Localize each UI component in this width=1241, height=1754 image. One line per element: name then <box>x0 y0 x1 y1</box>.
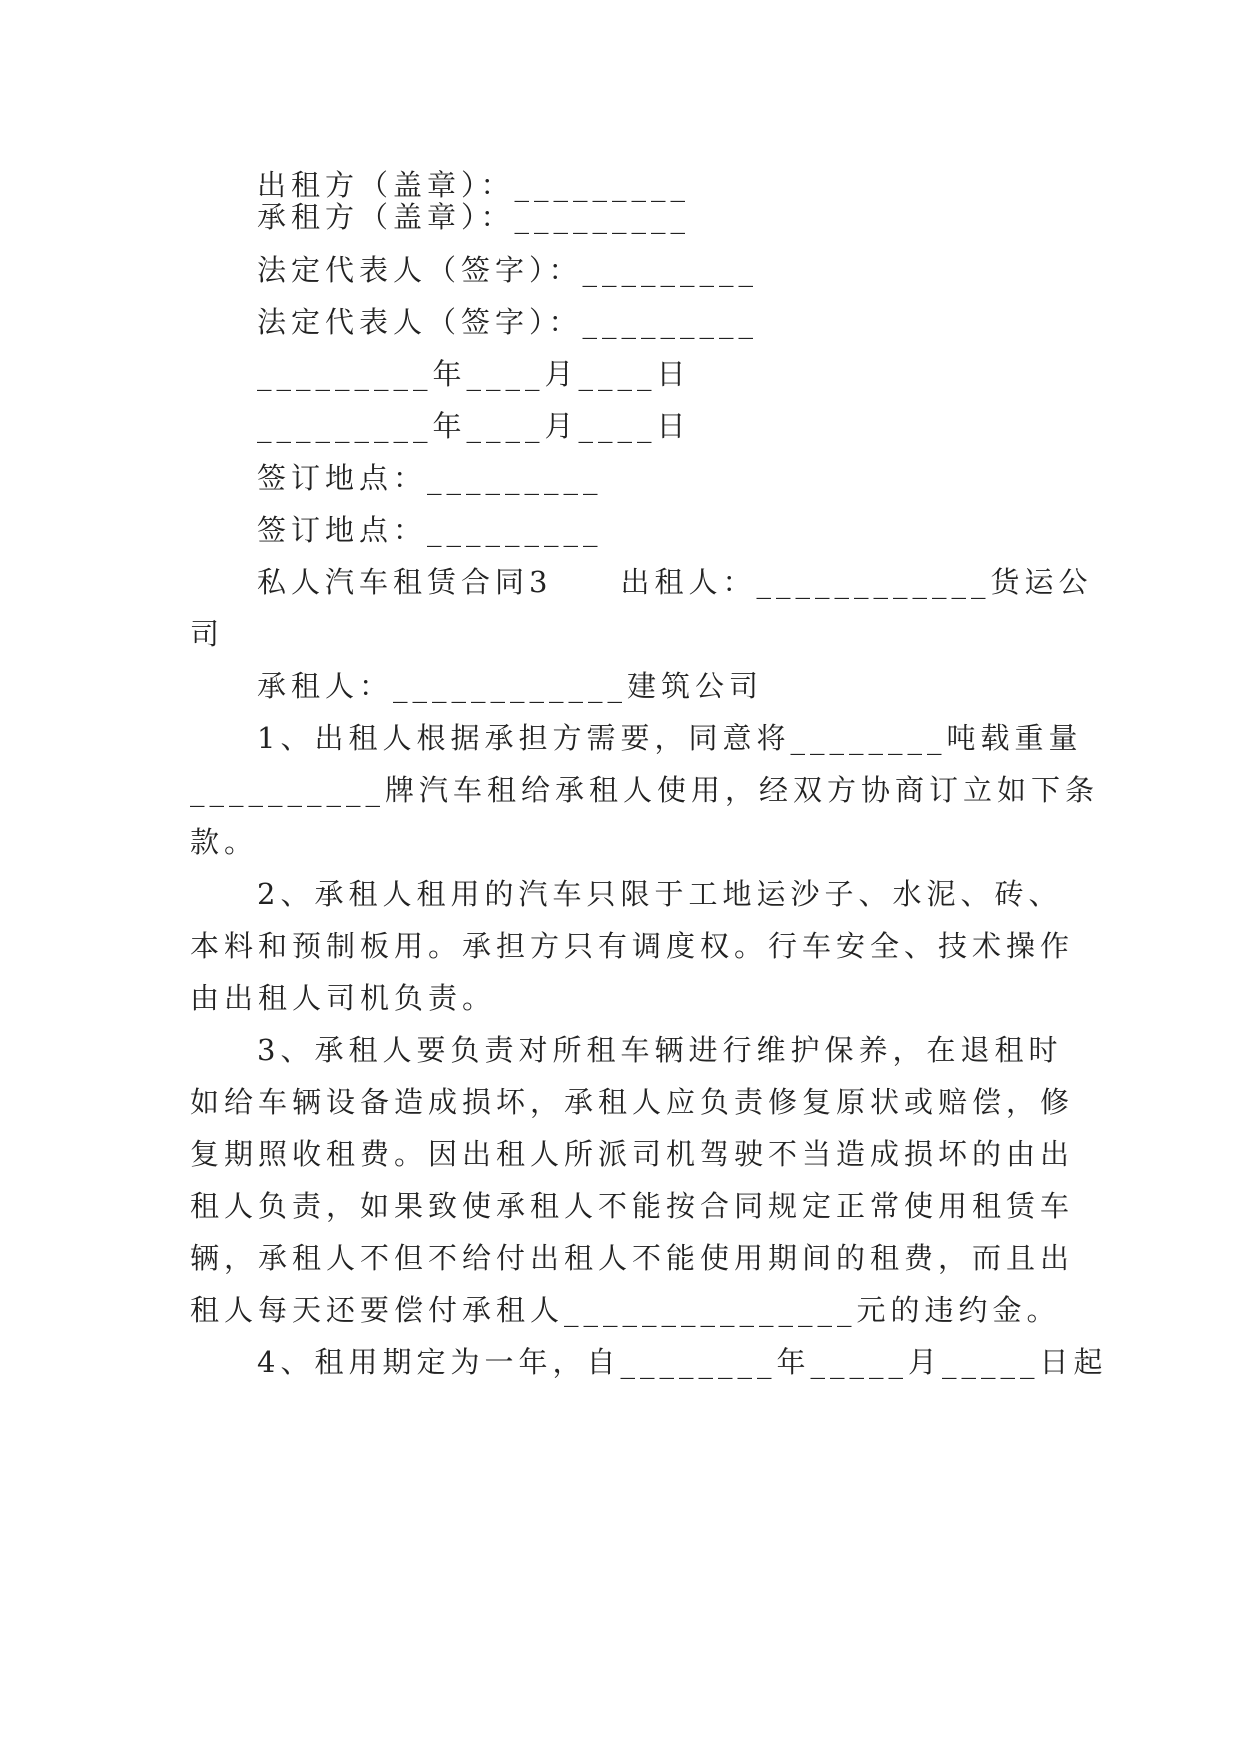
clause-3-line-1: 3、承租人要负责对所租车辆进行维护保养，在退租时 <box>257 1033 1063 1067</box>
clause-1-line-1: 1、出租人根据承担方需要，同意将________吨载重量 <box>257 721 1083 755</box>
clause-1-line-2: __________牌汽车租给承租人使用，经双方协商订立如下条 <box>190 773 1100 807</box>
contract-heading-line: 私人汽车租赁合同3 出租人：____________货运公 <box>257 565 1093 599</box>
clause-2-line-2: 本料和预制板用。承担方只有调度权。行车安全、技术操作 <box>190 929 1075 963</box>
legal-rep-sign-line-2: 法定代表人（签字）：_________ <box>257 305 759 339</box>
lessee-seal-line: 承租方（盖章）：_________ <box>257 200 691 234</box>
clause-3-line-3: 复期照收租费。因出租人所派司机驾驶不当造成损坏的由出 <box>190 1137 1075 1171</box>
lessor-seal-line: 出租方（盖章）：_________ <box>257 168 691 202</box>
clause-3-line-4: 租人负责，如果致使承租人不能按合同规定正常使用租赁车 <box>190 1189 1075 1223</box>
lessee-line: 承租人：____________建筑公司 <box>257 669 764 703</box>
clause-3-line-6: 租人每天还要偿付承租人_______________元的违约金。 <box>190 1293 1061 1327</box>
clause-4-line-1: 4、租用期定为一年，自________年_____月_____日起 <box>257 1345 1108 1379</box>
clause-2-line-3: 由出租人司机负责。 <box>190 981 497 1015</box>
signing-place-line-1: 签订地点：_________ <box>257 461 603 495</box>
clause-3-line-2: 如给车辆设备造成损坏，承租人应负责修复原状或赔偿，修 <box>190 1085 1075 1119</box>
date-line-2: _________年____月____日 <box>257 409 691 443</box>
clause-2-line-1: 2、承租人租用的汽车只限于工地运沙子、水泥、砖、 <box>257 877 1063 911</box>
clause-3-line-5: 辆，承租人不但不给付出租人不能使用期间的租费，而且出 <box>190 1241 1075 1275</box>
clause-1-line-3: 款。 <box>190 825 259 859</box>
signing-place-line-2: 签订地点：_________ <box>257 513 603 547</box>
legal-rep-sign-line-1: 法定代表人（签字）：_________ <box>257 253 759 287</box>
contract-heading-line-cont: 司 <box>190 617 225 651</box>
date-line-1: _________年____月____日 <box>257 357 691 391</box>
